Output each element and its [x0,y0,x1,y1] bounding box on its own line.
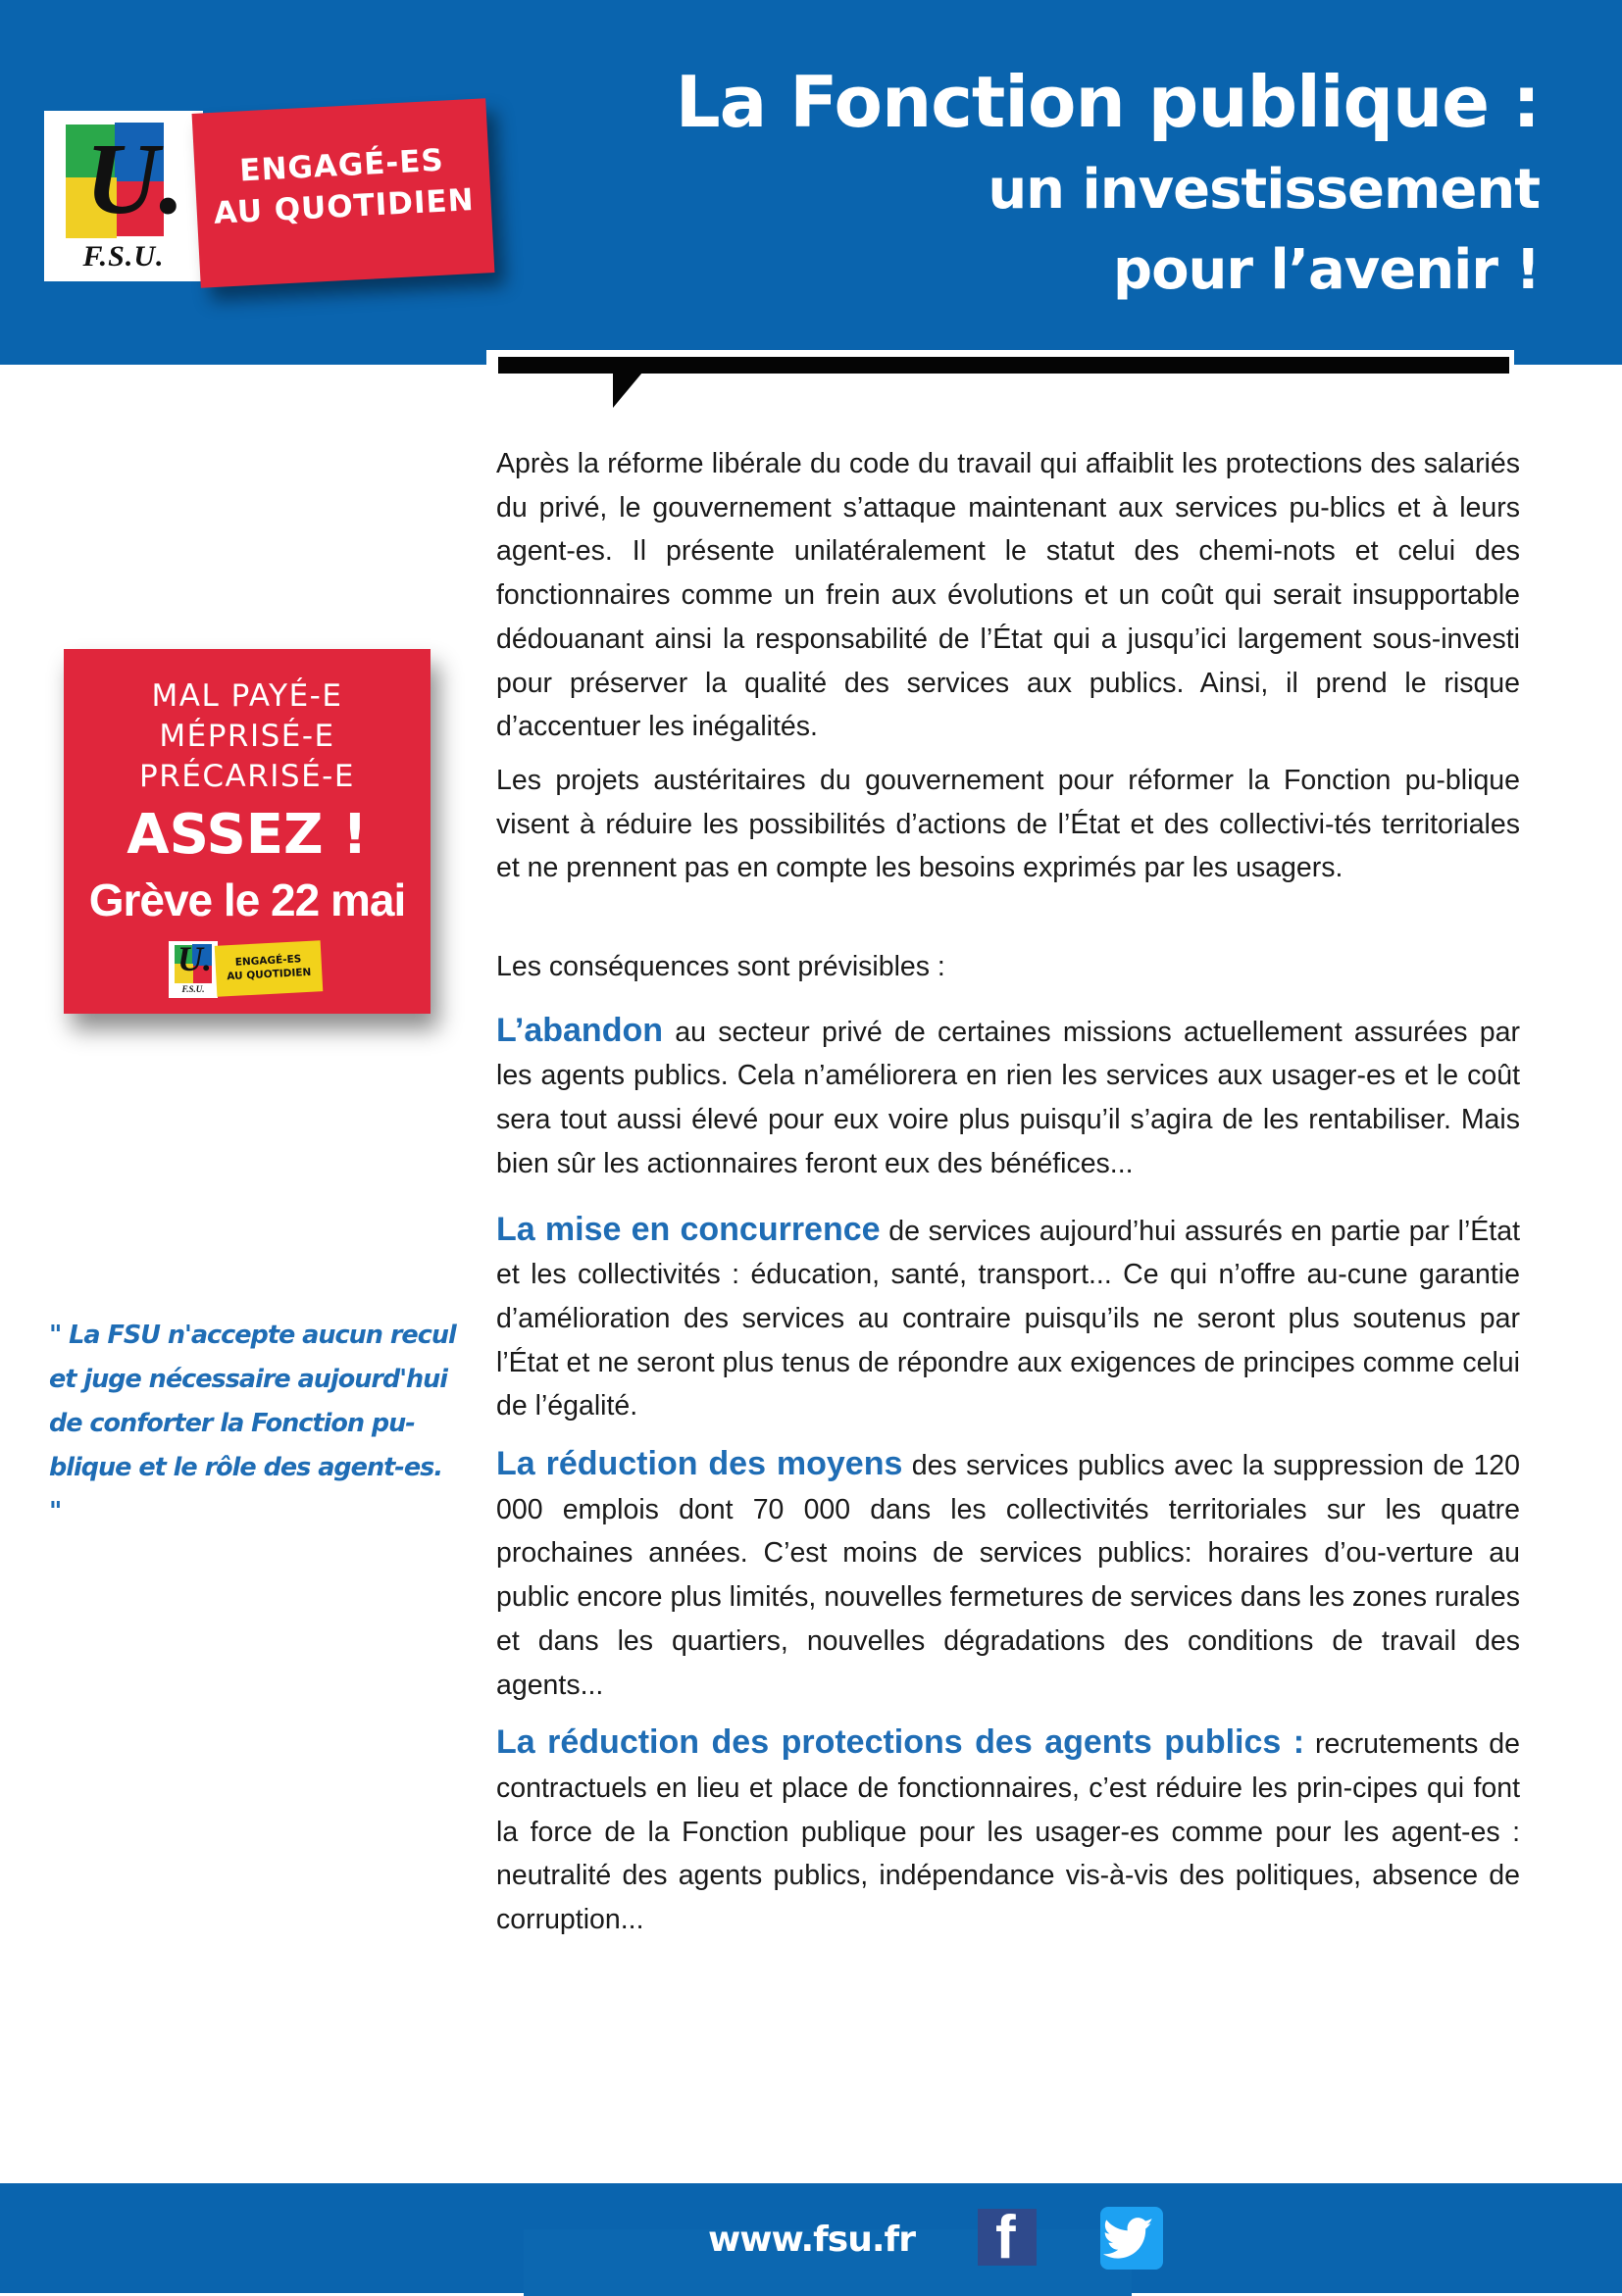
poster-mini-logo [169,941,326,998]
consequences-intro: Les conséquences sont prévisibles : [496,951,945,983]
consequence-lead: La réduction des protections des agents publics : [496,1723,1305,1762]
poster-strike-date: Grève le 22 mai [88,874,406,925]
intro-paragraph-2: Les projets austéritaires du gouvernement pour réformer la Fonction pu-blique visent à réduire les possibilités d’actions de l’État et des collectivi-tés territoriales et ne prennent pas en compte les besoins exprimés par les usagers. [496,764,1520,884]
poster-line-2: MÉPRISÉ-E [159,719,335,754]
poster-line-3: PRÉCARISÉ-E [139,759,355,794]
fsu-logo [44,111,203,281]
consequence-item [496,1208,1520,1429]
consequence-text: au secteur privé de certaines missions actuellement assurées par les agents publics. Cela n’améliorera en rien les services aux usager-es et le coût sera tout aussi élevé pour eux voire plus puisqu’il s’agira de les rentabiliser. Mais bien sûr les actionnaires feront eux des bénéfices... [496,1016,1520,1179]
mini-tag-line-1: ENGAGÉ-ES [234,953,302,969]
consequence-text: de services aujourd’hui assurés en partie par l’État et les collectivités : éducation, santé, transport... Ce qui n’offre au-cune garantie d’amélioration des services au contraire puisqu’ils ne seront plus soutenus par l’État et ne seront plus tenus de répondre aux exigences de principes comme celui de l’égalité. [496,1215,1520,1423]
facebook-glyph: f [995,2204,1016,2271]
article-body [496,442,1520,1942]
header-banner [0,0,1622,365]
mini-fsu-logo [169,941,218,998]
twitter-icon[interactable] [1100,2207,1163,2270]
page-title [676,54,1540,311]
consequence-item [496,1721,1520,1942]
speech-bubble-tail [613,373,642,408]
twitter-bird-icon [1100,2207,1163,2270]
logo-acronym: F.S.U. [82,240,165,273]
poster-headline: ASSEZ ! [127,803,368,867]
mini-logo-letter: U. [177,939,212,978]
title-line-1: La Fonction publique : [675,61,1540,143]
website-link[interactable]: www.fsu.fr [708,2220,915,2260]
title-line-3: pour l’avenir ! [1113,238,1540,302]
title-line-2: un investissement [988,158,1540,222]
fsu-logo-mosaic [66,123,185,238]
consequence-lead: La mise en concurrence [496,1210,881,1248]
consequence-item [496,1442,1520,1707]
consequence-text: recrutements de contractuels en lieu et place de fonctionnaires, c’est réduire les prin-cipes qui font la force de la Fonction publique pour les usager-es comme pour les agent-es : neutralité des agents publics, indépendance vis-à-vis des politiques, absence de corruption... [496,1728,1520,1936]
consequence-item [496,1009,1520,1186]
intro-paragraph-1: Après la réforme libérale du code du travail qui affaiblit les protections des salariés du privé, le gouvernement s’attaque maintenant aux services pu-blics et à leurs agent-es. Il présente unilatéralement le statut des chemi-nots et celui des fonctionnaires comme un frein aux évolutions et un coût qui serait insupportable dédouanant ainsi la responsabilité de l’État qui a jusqu’ici largement sous-investi pour préserver la qualité des services aux publics. Ainsi, il prend le risque d’accentuer les inégalités. [496,448,1520,743]
mini-engagees-tag [215,940,324,997]
consequence-lead: La réduction des moyens [496,1445,903,1483]
logo-letter: U. [85,123,185,235]
pull-quote: " La FSU n'accepte aucun recul et juge nécessaire aujourd'hui de conforter la Fonction pu-blique et le rôle des agent-es. " [49,1321,456,1526]
engagees-badge [192,98,495,287]
mini-tag-line-2: AU QUOTIDIEN [227,966,312,983]
facebook-icon[interactable] [978,2204,1037,2271]
strike-poster [64,649,431,1014]
consequence-text: des services publics avec la suppression de 120 000 emplois dont 70 000 dans les collectivités territoriales sur les quatre prochaines années. C’est moins de services publics: horaires d’ou-verture au public encore plus limités, nouvelles fermetures de services dans les zones rurales et dans les quartiers, nouvelles dégradations des conditions de travail des agents... [496,1450,1520,1701]
badge-line-1: ENGAGÉ-ES [238,142,445,189]
poster-line-1: MAL PAYÉ-E [151,678,343,714]
speech-bubble-bar [498,357,1509,374]
badge-line-2: AU QUOTIDIEN [212,182,476,231]
mini-logo-acronym: F.S.U. [181,984,205,994]
consequence-lead: L’abandon [496,1011,663,1049]
